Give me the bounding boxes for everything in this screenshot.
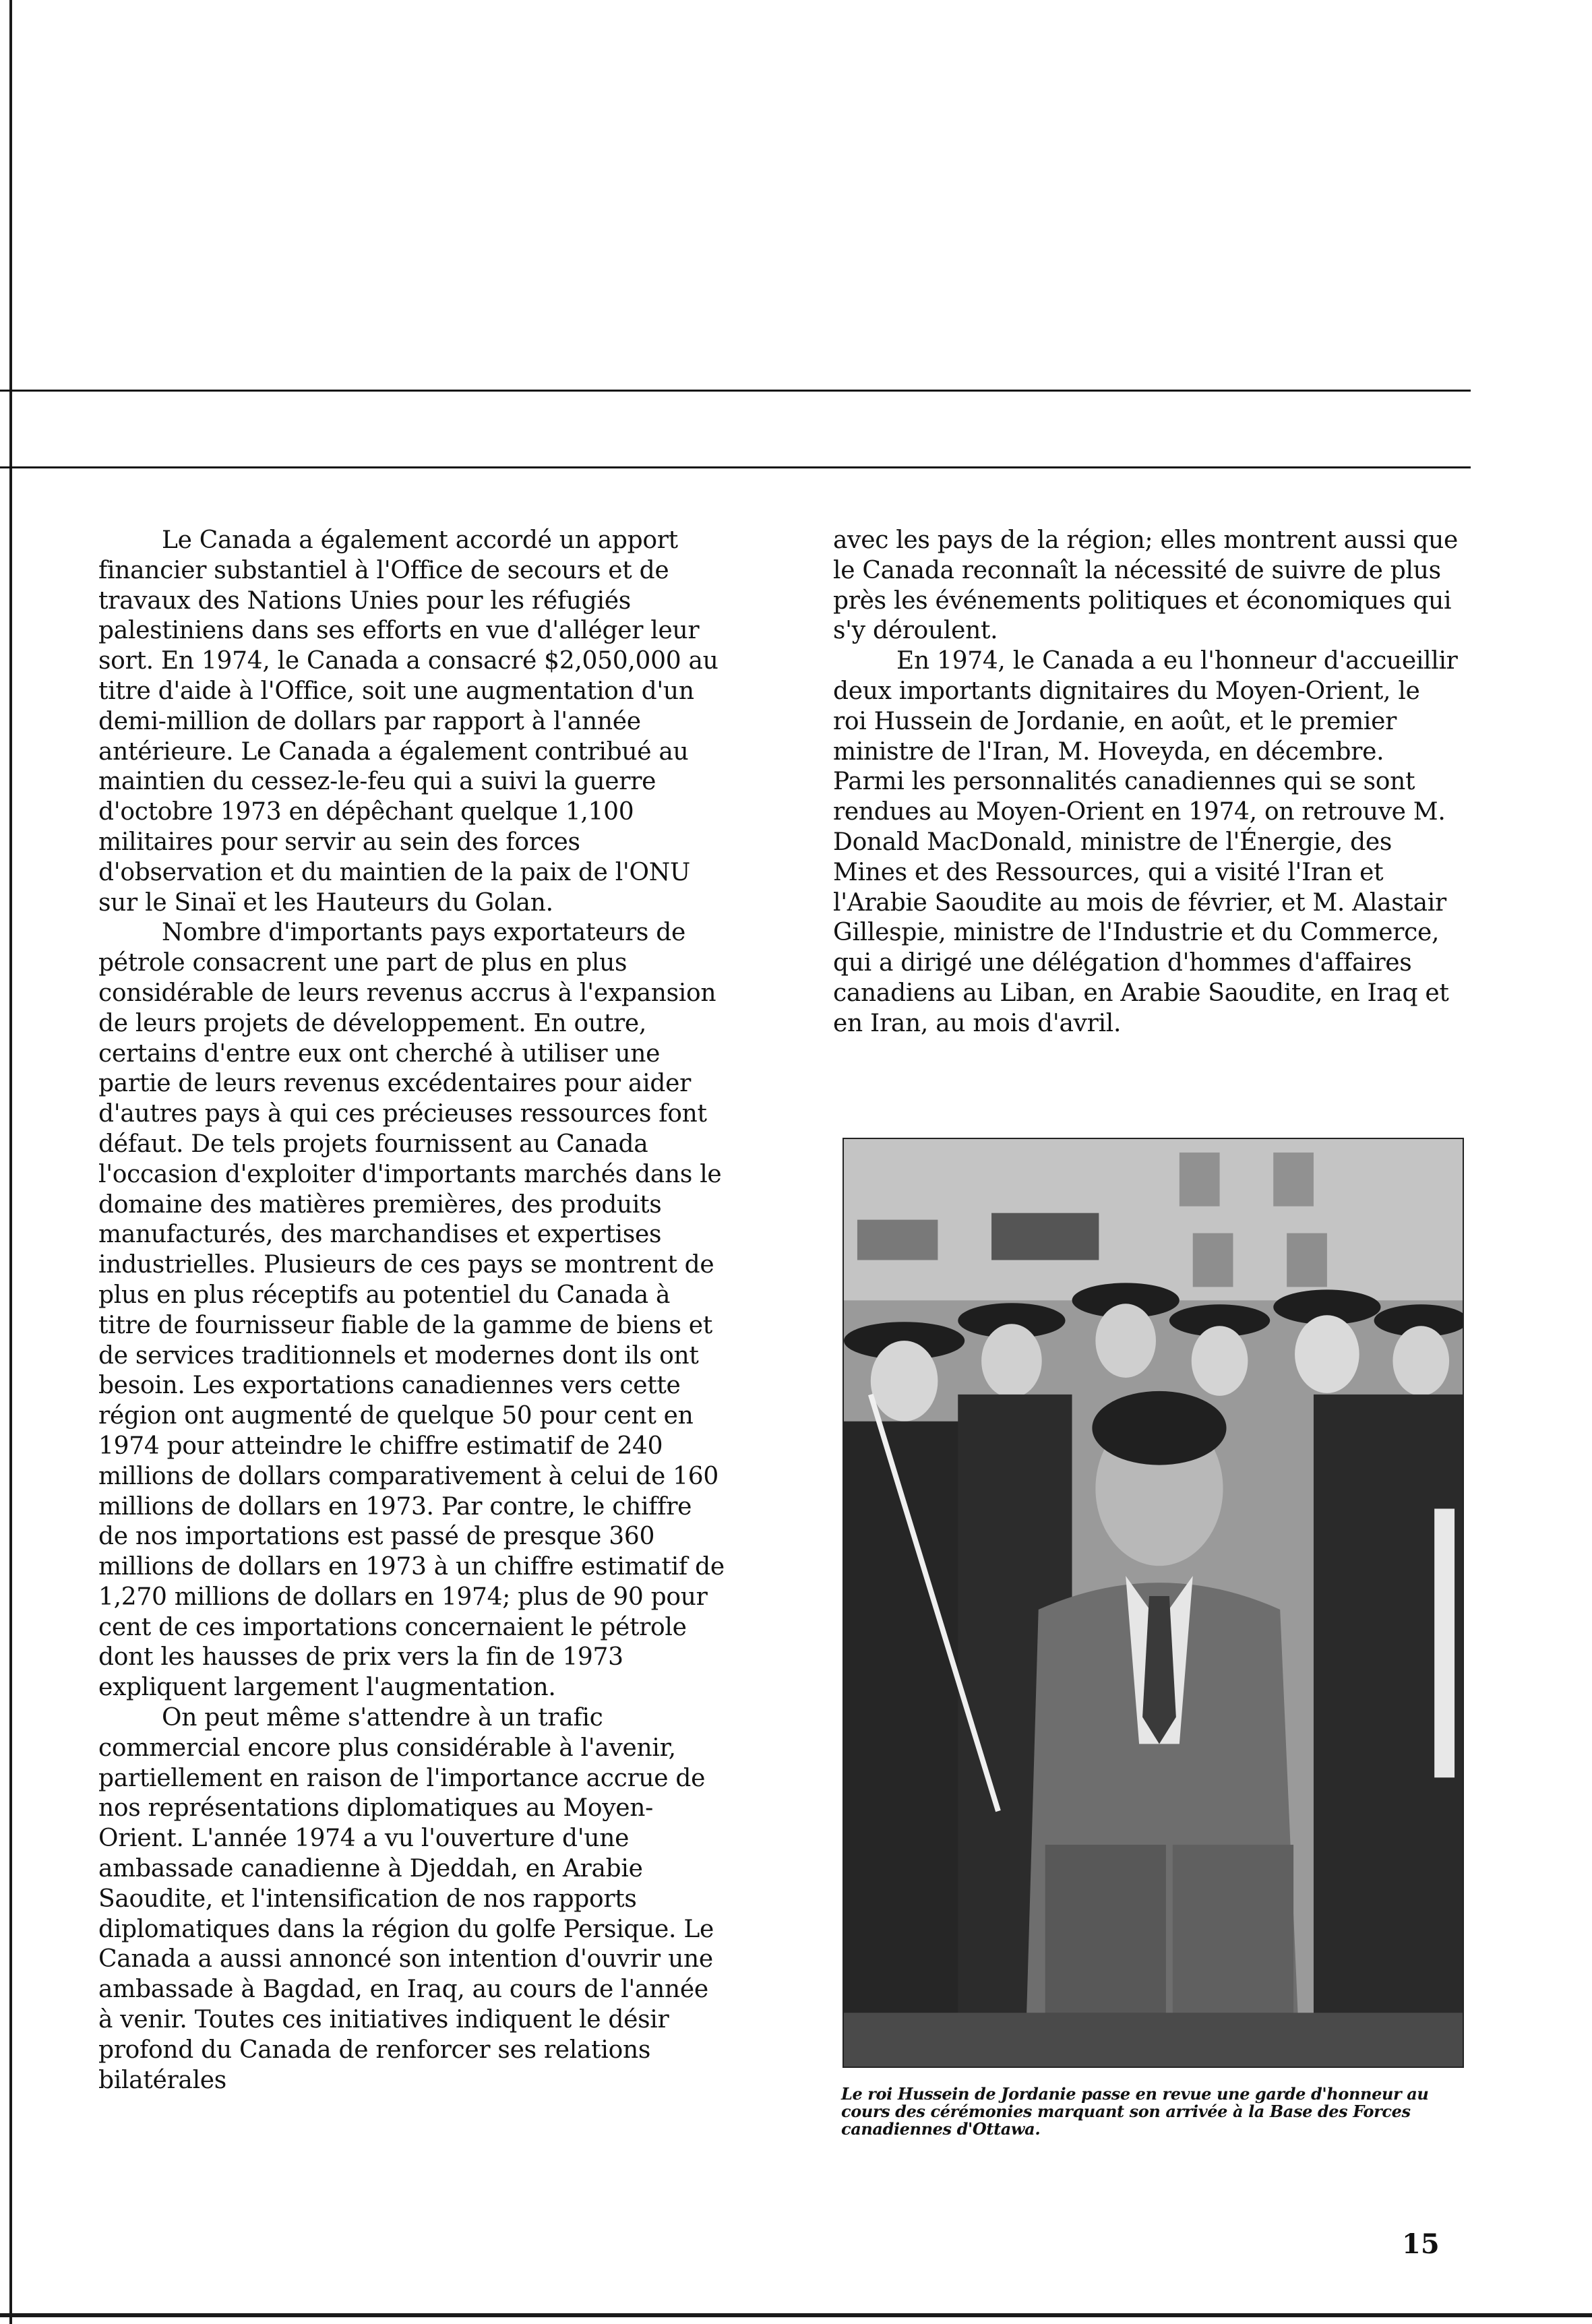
binding-edge <box>9 0 12 2324</box>
paragraph-dignitaries: En 1974, le Canada a eu l'honneur d'accueillir deux importants dignitaires du Moyen-Orient, le roi Hussein de Jordanie, en août, et le premier ministre de l'Iran, M. Hoveyda, en décembre. Parmi les personnalités canadiennes qui se sont rendues au Moyen-Orient en 1974, on retrouve M. Donald MacDonald, ministre de l'Énergie, des Mines et des Ressources, qui a visité l'Iran et l'Arabie Saoudite au mois de février, et M. Alastair Gillespie, ministre de l'Industrie et du Commerce, qui a dirigé une délégation d'hommes d'affaires canadiens au Liban, en Arabie Saoudite, en Iraq et en Iran, au mois d'avril. <box>833 647 1458 1037</box>
bottom-edge <box>0 2313 1592 2317</box>
right-text-column <box>833 526 1460 1039</box>
paragraph-diplomatic-representation: On peut même s'attendre à un trafic commercial encore plus considérable à l'avenir, partiellement en raison de l'importance accrue de nos représentations diplomatiques au Moyen-Orient. L'année 1974 a vu l'ouverture d'une ambassade canadienne à Djeddah, en Arabie Saoudite, et l'intensification de nos rapports diplomatiques dans la région du golfe Persique. Le Canada a aussi annoncé son intention d'ouvrir une ambassade à Bagdad, en Iraq, au cours de l'année à venir. Toutes ces initiatives indiquent le désir profond du Canada de renforcer ses relations bilatérales <box>98 1704 714 2094</box>
photo-caption: Le roi Hussein de Jordanie passe en revue une garde d'honneur au cours des cérémonies marquant son arrivée à la Base des Forces canadiennes d'Ottawa. <box>841 2084 1429 2139</box>
paragraph-continuation: avec les pays de la région; elles montrent aussi que le Canada reconnaît la nécessité de suivre de plus près les événements politiques et économiques qui s'y déroulent. <box>833 526 1459 645</box>
paragraph-oil-exporters: Nombre d'importants pays exportateurs de pétrole consacrent une part de plus en plus considérable de leurs revenus accrus à l'expansion de leurs projets de développement. En outre, certains d'entre eux ont cherché à utiliser une partie de leurs revenus excédentaires pour aider d'autres pays à qui ces précieuses ressources font défaut. De tels projets fournissent au Canada l'occasion d'exploiter d'importants marchés dans le domaine des matières premières, des produits manufacturés, des marchandises et expertises industrielles. Plusieurs de ces pays se montrent de plus en plus réceptifs au potentiel du Canada à titre de fournisseur fiable de la gamme de biens et de services traditionnels et modernes dont ils ont besoin. Les exportations canadiennes vers cette région ont augmenté de quelque 50 pour cent en 1974 pour atteindre le chiffre estimatif de 240 millions de dollars comparativement à celui de 160 millions de dollars en 1973. Par contre, le chiffre de nos importations est passé de presque 360 millions de dollars en 1973 à un chiffre estimatif de 1,270 millions de dollars en 1974; plus de 90 pour cent de ces importations concernaient le pétrole dont les hausses de prix vers la fin de 1973 expliquent largement l'augmentation. <box>98 919 725 1702</box>
header-rule-lower <box>0 466 1471 468</box>
page-number: 15 <box>1402 2228 1440 2260</box>
photo-illustration <box>844 1139 1463 2067</box>
header-rule-upper <box>0 390 1471 392</box>
paragraph-unrwa: Le Canada a également accordé un apport financier substantiel à l'Office de secours et de travaux des Nations Unies pour les réfugiés palestiniens dans ses efforts en vue d'alléger leur sort. En 1974, le Canada a consacré $2,050,000 au titre d'aide à l'Office, soit une augmentation d'un demi-million de dollars par rapport à l'année antérieure. Le Canada a également contribué au maintien du cessez-le-feu qui a suivi la guerre d'octobre 1973 en dépêchant quelque 1,100 militaires pour servir au sein des forces d'observation et du maintien de la paix de l'ONU sur le Sinaï et les Hauteurs du Golan. <box>98 526 718 917</box>
honour-guard-photo <box>843 1138 1464 2068</box>
left-text-column <box>98 526 725 2096</box>
